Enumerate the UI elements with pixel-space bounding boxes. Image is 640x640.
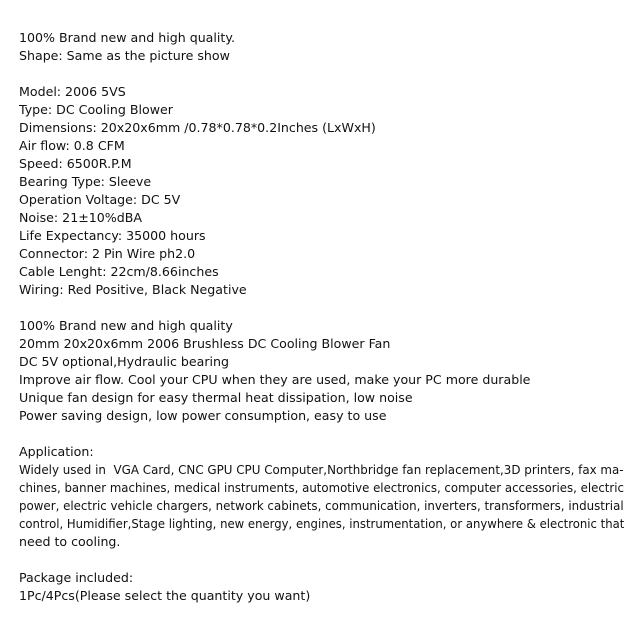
application-line: power, electric vehicle chargers, network cabinets, communication, inverters, transformers, industrial	[19, 498, 624, 513]
spec-speed: Speed: 6500R.P.M	[19, 156, 132, 171]
spec-type: Type: DC Cooling Blower	[19, 102, 173, 117]
application-line: control, Humidifier,Stage lighting, new energy, engines, instrumentation, or anywhere & electronic that	[19, 516, 625, 531]
spec-bearing-type: Bearing Type: Sleeve	[19, 174, 152, 189]
spec-connector: Connector: 2 Pin Wire ph2.0	[19, 246, 196, 261]
feature-line: Unique fan design for easy thermal heat dissipation, low noise	[19, 390, 413, 405]
package-heading: Package included:	[19, 570, 134, 585]
spec-cable-length: Cable Lenght: 22cm/8.66inches	[19, 264, 219, 279]
specifications-list	[19, 83, 619, 299]
feature-line: DC 5V optional,Hydraulic bearing	[19, 354, 229, 369]
paragraph-gap	[19, 65, 619, 83]
spec-wiring: Wiring: Red Positive, Black Negative	[19, 282, 247, 297]
spec-dimensions: Dimensions: 20x20x6mm /0.78*0.78*0.2Inches (LxWxH)	[19, 120, 376, 135]
spec-air-flow: Air flow: 0.8 CFM	[19, 138, 125, 153]
spec-model: Model: 2006 5VS	[19, 84, 126, 99]
feature-line: 20mm 20x20x6mm 2006 Brushless DC Cooling Blower Fan	[19, 336, 391, 351]
feature-line: 100% Brand new and high quality	[19, 318, 233, 333]
application-line: chines, banner machines, medical instruments, automotive electronics, computer accessories, electric	[19, 480, 624, 495]
package-contents: 1Pc/4Pcs(Please select the quantity you want)	[19, 588, 311, 603]
feature-line: Power saving design, low power consumption, easy to use	[19, 408, 387, 423]
intro-shape-line: Shape: Same as the picture show	[19, 48, 230, 63]
application-line: need to cooling.	[19, 534, 121, 549]
paragraph-gap	[19, 425, 619, 443]
spec-operation-voltage: Operation Voltage: DC 5V	[19, 192, 181, 207]
spec-life-expectancy: Life Expectancy: 35000 hours	[19, 228, 206, 243]
product-description	[19, 29, 625, 605]
package-section	[19, 569, 619, 605]
application-section	[19, 443, 625, 551]
intro-quality-line: 100% Brand new and high quality.	[19, 30, 235, 45]
features-list	[19, 317, 619, 425]
feature-line: Improve air flow. Cool your CPU when they are used, make your PC more durable	[19, 372, 531, 387]
spec-noise: Noise: 21±10%dBA	[19, 210, 142, 225]
application-heading: Application:	[19, 444, 94, 459]
paragraph-gap	[19, 551, 619, 569]
application-line: Widely used in VGA Card, CNC GPU CPU Computer,Northbridge fan replacement,3D printers, fax ma-	[19, 462, 624, 477]
paragraph-gap	[19, 299, 619, 317]
